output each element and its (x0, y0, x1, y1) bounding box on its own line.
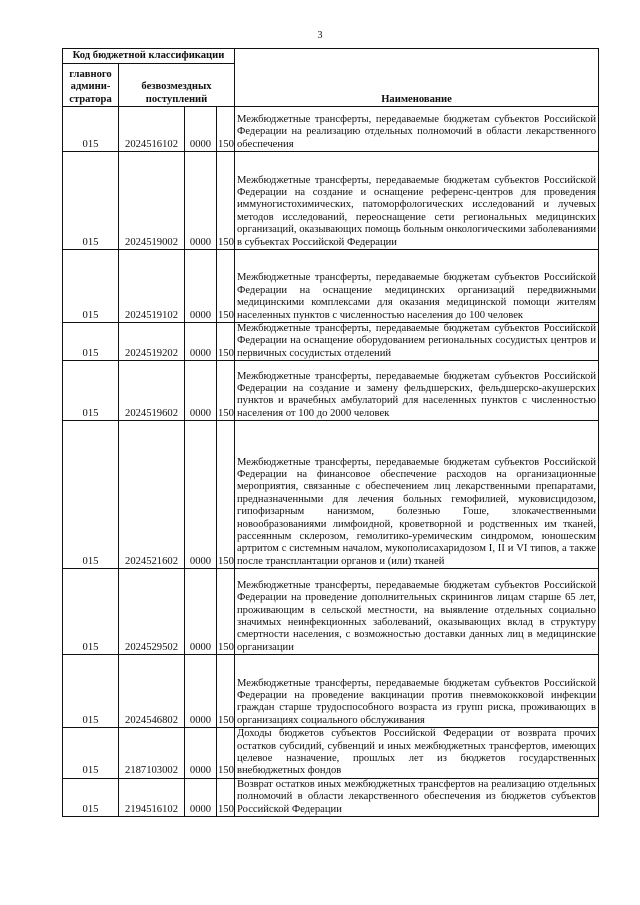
table-row (63, 569, 599, 655)
budget-code-cell: 2024519202 (119, 323, 185, 361)
admin-code-cell: 015 (63, 152, 119, 250)
kosgu-code-cell: 150 (217, 107, 235, 152)
table-row (63, 152, 599, 250)
table-row (63, 107, 599, 152)
kosgu-code-cell: 150 (217, 152, 235, 250)
sub-code-cell: 0000 (185, 152, 217, 250)
kbk-header: Код бюджетной классификации (63, 49, 235, 64)
name-cell: Возврат остатков иных межбюджетных трансфертов на реализацию отдельных полномочий в области лекарственного обеспечения из бюджетов субъектов Российской Федерации (235, 778, 599, 816)
sub-code-cell: 0000 (185, 421, 217, 569)
name-cell: Межбюджетные трансферты, передаваемые бюджетам субъектов Российской Федерации на проведение вакцинации против пневмококковой инфекции граждан старше трудоспособного возраста из групп риска, проживающих в организациях социального обслуживания (235, 655, 599, 728)
name-cell: Межбюджетные трансферты, передаваемые бюджетам субъектов Российской Федерации на оснащение медицинских организаций передвижными медицинскими комплексами для оказания медицинской помощи жителям населенных пунктов с численностью населения до 100 человек (235, 250, 599, 323)
table-row (63, 250, 599, 323)
name-cell: Межбюджетные трансферты, передаваемые бюджетам субъектов Российской Федерации на создание и оснащение референс-центров для проведения иммуногистохимических, патоморфологических исследований и лучевых методов исследований, переоснащение сети региональных медицинских организаций, оказывающих помощь больным онкологическими заболеваниями в субъектах Российской Федерации (235, 152, 599, 250)
page-number: 3 (317, 30, 323, 41)
sub-code-cell: 0000 (185, 250, 217, 323)
name-header: Наименование (235, 49, 599, 107)
admin-header: главного админи- стратора (63, 64, 119, 107)
admin-code-cell: 015 (63, 778, 119, 816)
budget-code-cell: 2024546802 (119, 655, 185, 728)
sub-code-cell: 0000 (185, 107, 217, 152)
admin-code-cell: 015 (63, 323, 119, 361)
kosgu-code-cell: 150 (217, 361, 235, 421)
kosgu-code-cell: 150 (217, 655, 235, 728)
table-row (63, 323, 599, 361)
table-row (63, 361, 599, 421)
name-cell: Межбюджетные трансферты, передаваемые бюджетам субъектов Российской Федерации на финансовое обеспечение расходов на организационные мероприятия, связанные с обеспечением лиц лекарственными препаратами, предназначенными для лечения больных гемофилией, муковисцидозом, гипофизарным нанизмом, болезнью Гоше, злокачественными новообразованиями лимфоидной, кроветворной и родственных им тканей, рассеянным склерозом, гемолитико-уремическим синдромом, юношеским артритом с системным началом, мукополисахаридозом I, II и VI типов, а также после трансплантации органов и (или) тканей (235, 421, 599, 569)
kosgu-code-cell: 150 (217, 250, 235, 323)
budget-code-cell: 2194516102 (119, 778, 185, 816)
table-row (63, 655, 599, 728)
name-cell: Межбюджетные трансферты, передаваемые бюджетам субъектов Российской Федерации на реализацию отдельных полномочий в области лекарственного обеспечения (235, 107, 599, 152)
sub-code-cell: 0000 (185, 655, 217, 728)
kosgu-code-cell: 150 (217, 728, 235, 779)
admin-code-cell: 015 (63, 569, 119, 655)
admin-code-cell: 015 (63, 107, 119, 152)
sub-code-cell: 0000 (185, 728, 217, 779)
table-row (63, 421, 599, 569)
name-cell: Межбюджетные трансферты, передаваемые бюджетам субъектов Российской Федерации на проведение дополнительных скринингов лицам старше 65 лет, проживающим в сельской местности, на выявление отдельных социально значимых неинфекционных заболеваний, оказывающих вклад в структуру смертности населения, с возможностью доставки данных лиц в медицинские организации (235, 569, 599, 655)
kosgu-code-cell: 150 (217, 778, 235, 816)
budget-code-cell: 2024519602 (119, 361, 185, 421)
budget-code-cell: 2024521602 (119, 421, 185, 569)
name-cell: Межбюджетные трансферты, передаваемые бюджетам субъектов Российской Федерации на создание и замену фельдшерских, фельдшерско-акушерских пунктов и врачебных амбулаторий для населенных пунктов с численностью населения от 100 до 2000 человек (235, 361, 599, 421)
sub-code-cell: 0000 (185, 569, 217, 655)
kosgu-code-cell: 150 (217, 421, 235, 569)
admin-code-cell: 015 (63, 250, 119, 323)
admin-code-cell: 015 (63, 728, 119, 779)
table-row (63, 778, 599, 816)
budget-code-cell: 2024519102 (119, 250, 185, 323)
budget-code-cell: 2187103002 (119, 728, 185, 779)
name-cell: Межбюджетные трансферты, передаваемые бюджетам субъектов Российской Федерации на оснащение оборудованием региональных сосудистых центров и первичных сосудистых отделений (235, 323, 599, 361)
sub-code-cell: 0000 (185, 323, 217, 361)
admin-code-cell: 015 (63, 655, 119, 728)
receipts-header: безвозмездных поступлений (119, 64, 235, 107)
budget-code-cell: 2024529502 (119, 569, 185, 655)
sub-code-cell: 0000 (185, 778, 217, 816)
name-cell: Доходы бюджетов субъектов Российской Федерации от возврата прочих остатков субсидий, субвенций и иных межбюджетных трансфертов, имеющих целевое назначение, прошлых лет из бюджетов государственных внебюджетных фондов (235, 728, 599, 779)
budget-classification-table (62, 48, 599, 817)
admin-code-cell: 015 (63, 421, 119, 569)
kosgu-code-cell: 150 (217, 569, 235, 655)
sub-code-cell: 0000 (185, 361, 217, 421)
budget-code-cell: 2024516102 (119, 107, 185, 152)
budget-code-cell: 2024519002 (119, 152, 185, 250)
kosgu-code-cell: 150 (217, 323, 235, 361)
table-row (63, 728, 599, 779)
admin-code-cell: 015 (63, 361, 119, 421)
